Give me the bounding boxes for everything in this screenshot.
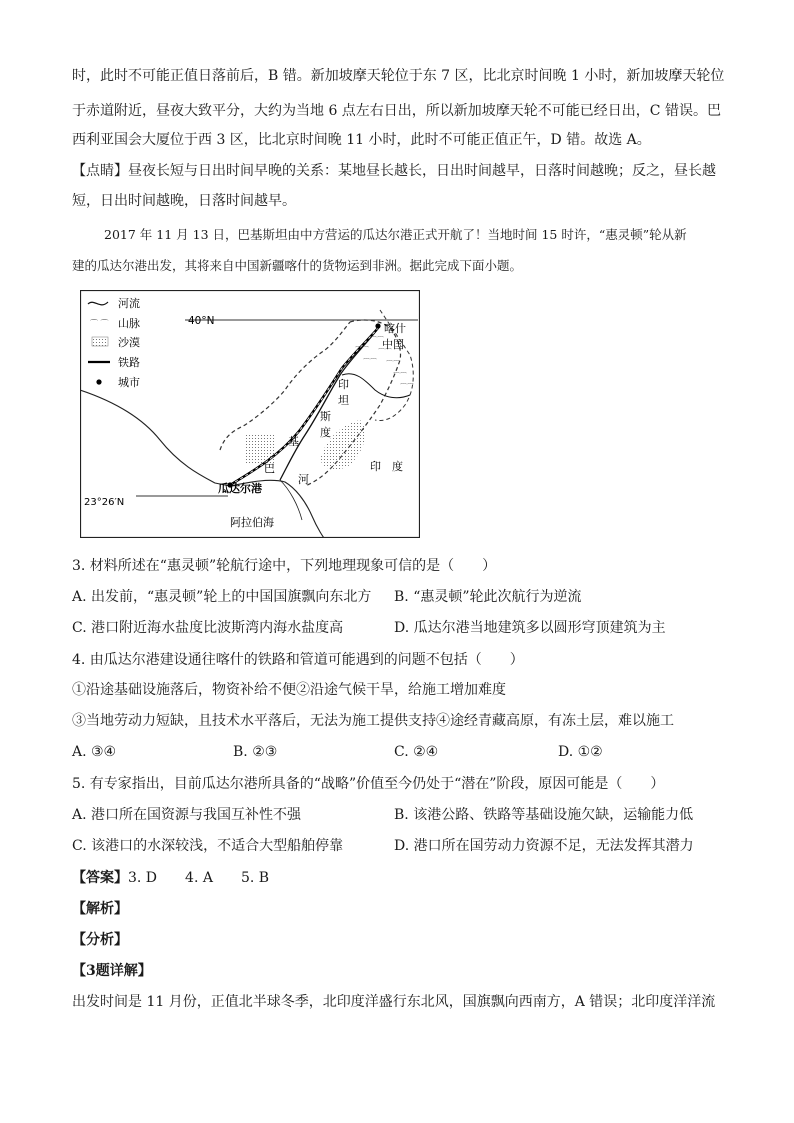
svg-text:⌒⌒: ⌒⌒: [363, 358, 377, 366]
intro-line-1: 时，此时不可能正值日落前后，B 错。新加坡摩天轮位于东 7 区，比北京时间晚 1 小时，新加坡摩天轮位: [72, 68, 725, 84]
label-india: 印 度: [370, 460, 403, 473]
label-pakistan-4: 度: [320, 426, 331, 439]
q5-option-d: D. 港口所在国劳动力资源不足，无法发挥其潜力: [394, 838, 694, 854]
pakistan-map: [80, 290, 420, 538]
label-gwadar: 瓜达尔港: [218, 482, 262, 495]
q4-option-b: B. ②③: [233, 744, 278, 760]
label-pakistan-5: 基: [288, 435, 299, 448]
q4-stem: 4. 由瓜达尔港建设通往喀什的铁路和管道可能遇到的问题不包括（ ）: [72, 652, 524, 668]
label-kashgar: 喀什: [384, 322, 406, 335]
analysis-label: 【解析】: [72, 901, 128, 917]
legend-city: 城市: [118, 376, 140, 389]
fenxi-label: 【分析】: [72, 932, 128, 948]
label-lat23: 23°26′N: [84, 497, 125, 508]
tip-line-2: 短，日出时间越晚，日落时间越早。: [72, 193, 296, 209]
answer-values: 3. D 4. A 5. B: [128, 870, 270, 886]
label-pakistan-6: 巴: [264, 462, 275, 475]
legend-railway: 铁路: [118, 356, 140, 369]
intro-line-2: 于赤道附近，昼夜大致平分，大约为当地 6 点左右日出，所以新加坡摩天轮不可能已经日出，C 错误。巴: [72, 103, 721, 119]
label-pakistan-2: 坦: [338, 394, 349, 407]
label-pakistan-1: 印: [338, 378, 349, 391]
mountain-legend-icon: ⌒ ⌒: [90, 319, 109, 328]
label-lat40: 40°N: [188, 315, 215, 327]
q5-option-a: A. 港口所在国资源与我国互补性不强: [72, 807, 302, 823]
q5-stem: 5. 有专家指出，目前瓜达尔港所具备的“战略”价值至今仍处于“潜在”阶段，原因可能是（ ）: [72, 776, 665, 792]
svg-text:⌒⌒: ⌒⌒: [386, 360, 400, 368]
material-line-2: 建的瓜达尔港出发，其将来自中国新疆喀什的货物运到非洲。据此完成下面小题。: [72, 258, 523, 273]
q3-stem: 3. 材料所述在“惠灵顿”轮航行途中，下列地理现象可信的是（ ）: [72, 558, 497, 574]
q3-option-b: B. “惠灵顿”轮此次航行为逆流: [394, 589, 582, 605]
label-arabian-sea: 阿拉伯海: [230, 516, 274, 529]
svg-text:⌒⌒: ⌒⌒: [393, 372, 407, 380]
city-legend-icon: [96, 379, 101, 384]
legend-river: 河流: [118, 297, 140, 310]
q3-detail-label: 【3题详解】: [72, 963, 152, 979]
svg-text:⌒⌒: ⌒⌒: [400, 383, 414, 391]
label-pakistan-3: 斯: [320, 410, 331, 423]
q5-option-b: B. 该港公路、铁路等基础设施欠缺，运输能力低: [394, 807, 694, 823]
q5-option-c: C. 该港口的水深较浅，不适合大型船舶停靠: [72, 838, 344, 854]
q4-option-a: A. ③④: [72, 744, 117, 760]
svg-text:⌒⌒: ⌒⌒: [370, 336, 384, 344]
q3-detail-text: 出发时间是 11 月份，正值北半球冬季，北印度洋盛行东北风，国旗飘向西南方，A 错误；北印度洋洋流: [72, 994, 716, 1010]
desert-legend-icon: [92, 337, 108, 346]
q3-option-a: A. 出发前，“惠灵顿”轮上的中国国旗飘向东北方: [72, 589, 372, 605]
q4-option-d: D. ①②: [558, 744, 603, 760]
q4-statement-2: ③当地劳动力短缺，且技术水平落后，无法为施工提供支持④途经青藏高原，有冻土层，难以施工: [72, 713, 674, 729]
legend-mountain: 山脉: [118, 317, 140, 330]
legend-desert: 沙漠: [118, 336, 140, 349]
answer-label: 【答案】: [72, 870, 128, 886]
label-pakistan-7: 河: [298, 473, 309, 486]
q3-option-d: D. 瓜达尔港当地建筑多以圆形穹顶建筑为主: [394, 620, 666, 636]
q4-statement-1: ①沿途基础设施落后，物资补给不便②沿途气候干旱，给施工增加难度: [72, 682, 506, 698]
q3-option-c: C. 港口附近海水盐度比波斯湾内海水盐度高: [72, 620, 344, 636]
intro-line-3: 西利亚国会大厦位于西 3 区，比北京时间晚 11 小时，此时不可能正值正午，D 错。故选 A。: [72, 132, 651, 148]
svg-text:⌒⌒: ⌒⌒: [378, 348, 392, 356]
q4-option-c: C. ②④: [394, 744, 439, 760]
label-china: 中国: [382, 338, 404, 351]
tip-line-1: 【点睛】昼夜长短与日出时间早晚的关系：某地昼长越长，日出时间越早，日落时间越晚；反之，昼长越: [72, 163, 716, 179]
desert-area-west: [245, 435, 275, 465]
kashgar-city-icon: [375, 323, 380, 328]
svg-text:⌒⌒: ⌒⌒: [355, 346, 369, 354]
material-line-1: 2017 年 11 月 13 日，巴基斯坦由中方营运的瓜达尔港正式开航了！当地时间 15 时许，“惠灵顿”轮从新: [104, 227, 687, 242]
